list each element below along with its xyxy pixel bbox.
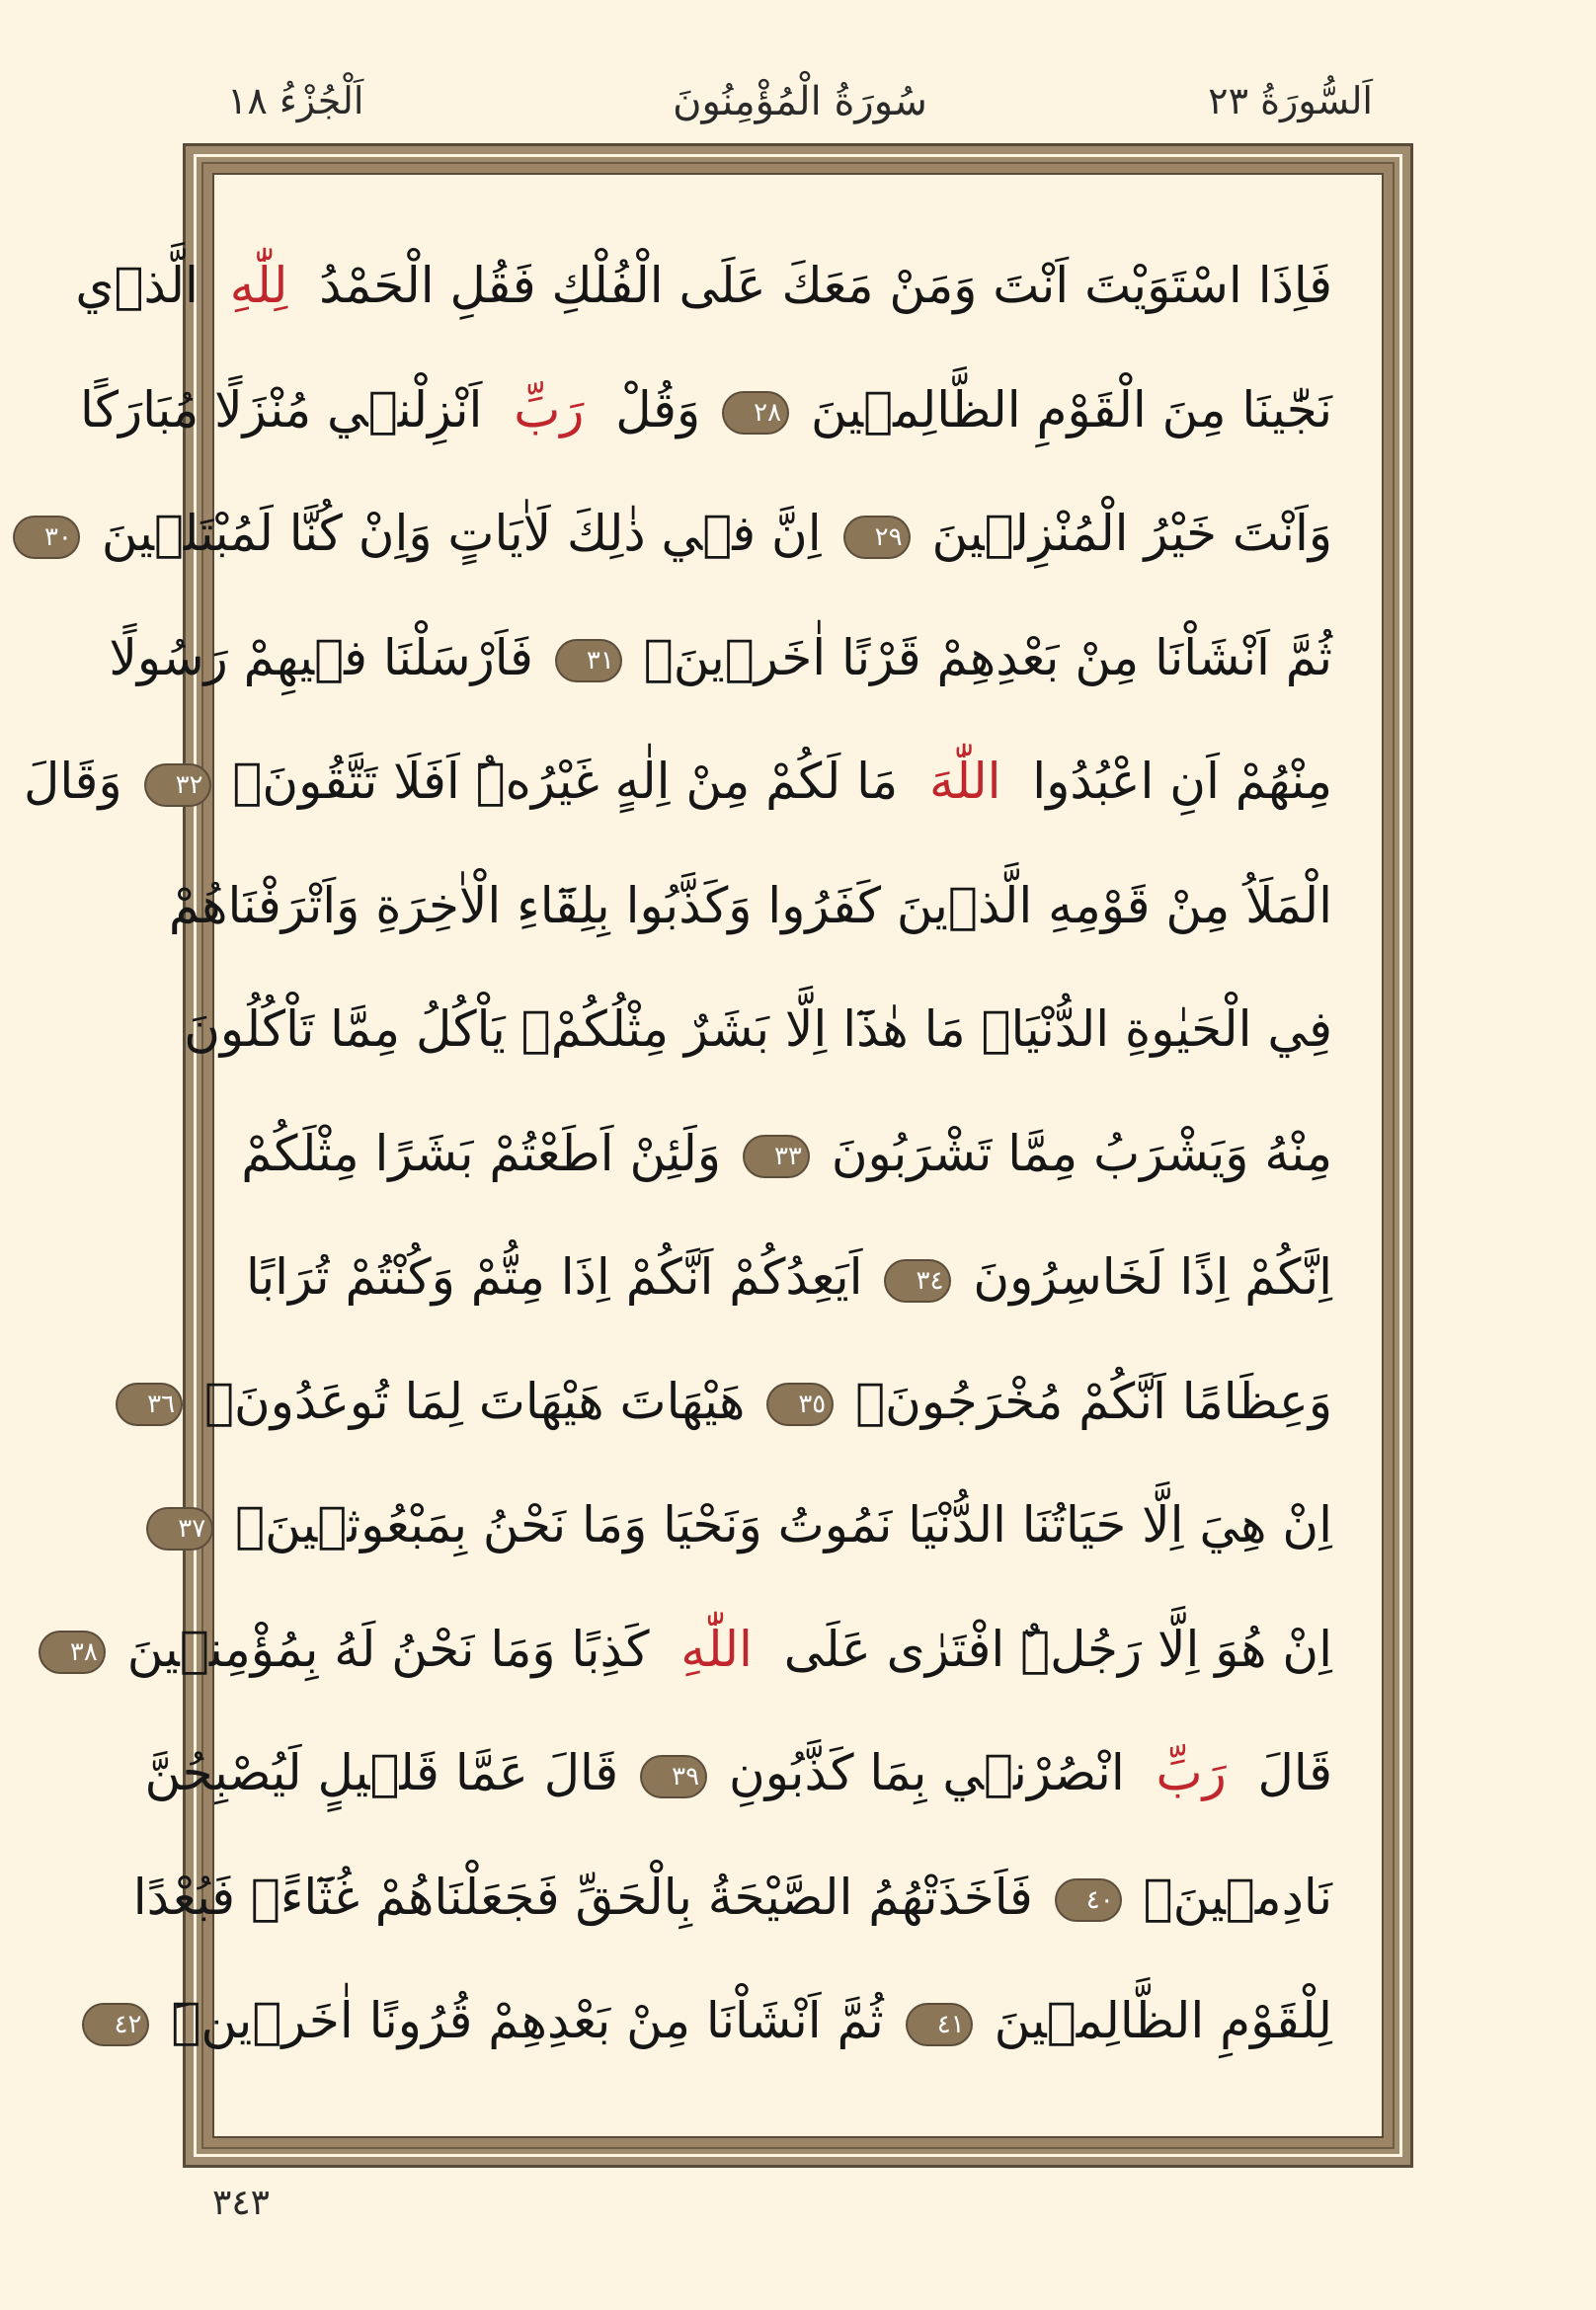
verse-line xyxy=(144,1712,1332,1836)
verse-text: قَالَ عَمَّا قَل۪يلٍ لَيُصْبِحُنَّ xyxy=(144,1744,619,1801)
ayah-number-marker: ٣٠ xyxy=(15,518,78,557)
verse-text: كَذِبًا وَمَا نَحْنُ لَهُ بِمُؤْمِن۪ينَ xyxy=(126,1620,666,1678)
ayah-number-marker: ٢٨ xyxy=(724,393,787,433)
verse-text: مِنْهُ وَيَشْرَبُ مِمَّا تَشْرَبُونَ xyxy=(831,1124,1332,1182)
ayah-number-marker: ٢٩ xyxy=(845,518,909,557)
verse-line xyxy=(114,1959,1332,2084)
surah-name-title: سُورَةُ الْمُؤْمِنُونَ xyxy=(673,79,927,124)
juz-label: اَلْجُزْءُ ١٨ xyxy=(227,79,364,122)
verse-text: وَاَنْتَ خَيْرُ الْمُنْزِل۪ينَ xyxy=(931,505,1332,562)
verse-text: اِنْ هِيَ اِلَّا حَيَاتُنَا الدُّنْيَا نَمُوتُ وَنَحْيَا وَمَا نَحْنُ بِمَبْعُوث۪ينَۙ xyxy=(235,1496,1332,1553)
page-number: ٣٤٣ xyxy=(212,2183,271,2223)
verse-line xyxy=(75,224,1332,349)
verse-text: اِنَّكُمْ اِذًا لَخَاسِرُونَ xyxy=(973,1248,1332,1306)
verse-line xyxy=(168,844,1332,969)
ayah-number-marker: ٣١ xyxy=(557,641,620,680)
verse-text: مَا لَكُمْ مِنْ اِلٰهٍ غَيْرُهُۜ اَفَلَا تَتَّقُونَۚ xyxy=(232,753,915,810)
ayah-number-marker: ٣٤ xyxy=(886,1261,949,1301)
verse-text: فَاِذَا اسْتَوَيْتَ اَنْتَ وَمَنْ مَعَكَ عَلَى الْفُلْكِ فَقُلِ الْحَمْدُ xyxy=(303,257,1332,314)
verse-text: قَالَ xyxy=(1241,1744,1332,1801)
page-header xyxy=(227,69,1373,128)
verse-text: وَقُلْ xyxy=(599,380,701,438)
divine-name-text: رَبِّ xyxy=(514,380,585,438)
verse-text: ثُمَّ اَنْشَاْنَا مِنْ بَعْدِهِمْ قَرْنًا اٰخَر۪ينَۚ xyxy=(643,628,1332,686)
verse-text: ثُمَّ اَنْشَاْنَا مِنْ بَعْدِهِمْ قُرُونًا اٰخَر۪ينَۜ xyxy=(171,1992,884,2049)
divine-name-text: اللّٰهَ xyxy=(929,753,1001,810)
ayah-number-marker: ٤٢ xyxy=(84,2005,147,2044)
divine-name-text: لِلّٰهِ xyxy=(229,257,288,314)
verse-line xyxy=(79,349,1332,473)
verse-text: اَنْزِلْن۪ي مُنْزَلًا مُبَارَكًا xyxy=(79,380,499,438)
divine-name-text: اللّٰهِ xyxy=(680,1620,753,1678)
verse-line xyxy=(147,1340,1332,1465)
verse-lines xyxy=(23,224,1332,2084)
verse-text: هَيْهَاتَ هَيْهَاتَ لِمَا تُوعَدُونَۙ xyxy=(203,1372,746,1430)
ayah-number-marker: ٣٥ xyxy=(768,1385,832,1424)
verse-line xyxy=(246,1216,1332,1340)
verse-line xyxy=(132,1836,1332,1960)
verse-line xyxy=(69,1588,1332,1713)
verse-text: وَقَالَ xyxy=(23,753,122,810)
ayah-number-marker: ٣٨ xyxy=(40,1633,104,1672)
verse-text: الَّذ۪ي xyxy=(75,257,214,314)
verse-text: اِنْ هُوَ اِلَّا رَجُلٌۨ افْتَرٰى عَلَى xyxy=(767,1620,1332,1678)
divine-name-text: رَبِّ xyxy=(1156,1744,1227,1801)
verse-line xyxy=(23,720,1332,844)
verse-text: فَاَخَذَتْهُمُ الصَّيْحَةُ بِالْحَقِّ فَجَعَلْنَاهُمْ غُثَٓاءًۚ فَبُعْدًا xyxy=(132,1868,1033,1926)
verse-text: وَلَئِنْ اَطَعْتُمْ بَشَرًا مِثْلَكُمْ xyxy=(241,1124,721,1182)
verse-text: لِلْقَوْمِ الظَّالِم۪ينَ xyxy=(994,1992,1332,2049)
verse-line xyxy=(43,472,1332,597)
ayah-number-marker: ٣٩ xyxy=(642,1757,705,1796)
verse-line xyxy=(178,1464,1332,1588)
verse-text: فِي الْحَيٰوةِ الدُّنْيَاۙ مَا هٰذَٓا اِلَّا بَشَرٌ مِثْلُكُمْۙ يَاْكُلُ مِمَّا تَاْكُلُونَ xyxy=(184,1000,1332,1058)
verse-text: نَجّٰينَا مِنَ الْقَوْمِ الظَّالِم۪ينَ xyxy=(810,380,1332,438)
verse-text: فَاَرْسَلْنَا ف۪يهِمْ رَسُولًا xyxy=(109,628,533,686)
verse-line xyxy=(184,968,1332,1092)
ayah-number-marker: ٣٢ xyxy=(146,765,209,805)
surah-number-label: اَلسُّورَةُ ٢٣ xyxy=(1208,79,1373,122)
quran-text-panel xyxy=(23,173,1384,2138)
verse-text: مِنْهُمْ اَنِ اعْبُدُوا xyxy=(1016,753,1332,810)
ayah-number-marker: ٤٠ xyxy=(1057,1880,1120,1920)
ayah-number-marker: ٣٦ xyxy=(118,1385,181,1424)
verse-line xyxy=(109,597,1332,721)
verse-text: اَيَعِدُكُمْ اَنَّكُمْ اِذَا مِتُّمْ وَكُنْتُمْ تُرَابًا xyxy=(246,1248,863,1306)
verse-line xyxy=(241,1092,1332,1217)
ayah-number-marker: ٣٧ xyxy=(148,1509,211,1549)
verse-text: نَادِم۪ينَۚ xyxy=(1143,1868,1332,1926)
ayah-number-marker: ٣٣ xyxy=(745,1137,808,1176)
verse-text: وَعِظَامًا اَنَّكُمْ مُخْرَجُونَۙ xyxy=(855,1372,1332,1430)
ayah-number-marker: ٤١ xyxy=(908,2005,971,2044)
verse-text: اِنَّ ف۪ي ذٰلِكَ لَاٰيَاتٍ وَاِنْ كُنَّا لَمُبْتَل۪ينَ xyxy=(101,505,822,562)
verse-text: انْصُرْن۪ي بِمَا كَذَّبُونِ xyxy=(729,1744,1141,1801)
verse-text: الْمَلَاُ مِنْ قَوْمِهِ الَّذ۪ينَ كَفَرُوا وَكَذَّبُوا بِلِقَٓاءِ الْاٰخِرَةِ وَاَتْرَفْنَاهُمْ xyxy=(168,876,1332,934)
